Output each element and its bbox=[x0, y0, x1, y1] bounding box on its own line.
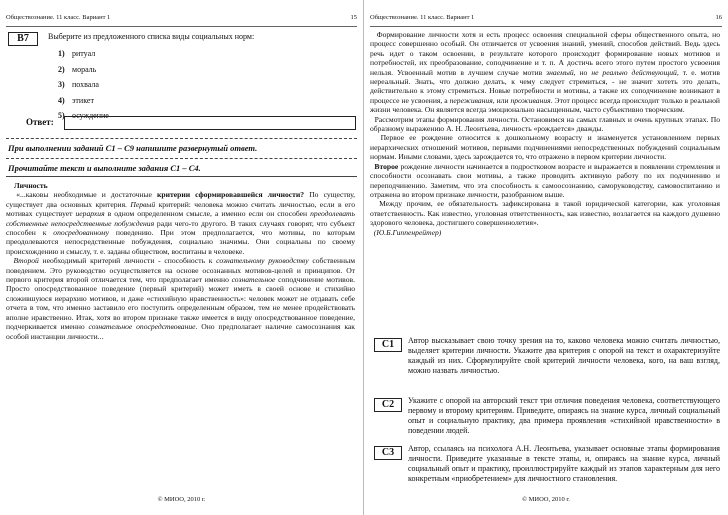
right-header-title: Обществознание. 11 класс. Вариант 1 bbox=[370, 14, 475, 21]
list-item: 1) ритуал bbox=[58, 49, 96, 58]
right-footer: © МИОО, 2010 г. bbox=[522, 496, 570, 503]
paragraph: Формирование личности хотя и есть процесс освоения специальной сферы общественного опыта, но процесс совершенно особый. Он отличается от усвоения знаний, умений, способов действий. Ведь здесь речь идет о таком освоении, в результате которого происходит формирование новых мотивов и потребностей, их преобразование, соподчинение и т. п. А достичь всего этого путем простого усвоения нельзя. Усвоенный мотив в лучшем случае мотив знаемый, но не реально действующий, т. е. мотив нереальный. Знать, что должно делать, к чему следует стремиться, - не значит хотеть это делать, действительно к этому стремиться. Новые потребности и мотивы, а также их соподчинение возникают в процессе не усвоения, а переживания, или проживания. Этот процесс всегда происходит только в реальной жизни человека. Он является всегда эмоционально насыщенным, часто субъективно творческим. bbox=[370, 30, 721, 115]
task-c1-label: C1 bbox=[374, 338, 402, 352]
instruction-read-text: Прочитайте текст и выполните задания С1 – С4. bbox=[8, 163, 201, 173]
list-item: 3) похвала bbox=[58, 80, 99, 89]
task-b7-label: B7 bbox=[8, 32, 38, 46]
source-text bbox=[6, 181, 355, 341]
divider bbox=[6, 138, 357, 139]
source-text-title: Личность bbox=[14, 181, 48, 190]
answer-label: Ответ: bbox=[26, 117, 54, 127]
task-c2-text: Укажите с опорой на авторский текст три отличия поведения человека, соответствующего первому и второму критериям. Приведите, опираясь на знание курса, личный социальный опыт и социальную практику, два примера проявления «стихийной нравственности» в поведении людей. bbox=[408, 396, 720, 435]
task-c3-label: C3 bbox=[374, 446, 402, 460]
answer-field[interactable] bbox=[64, 116, 356, 130]
right-header-rule bbox=[370, 26, 722, 27]
task-b7-question: Выберите из предложенного списка виды социальных норм: bbox=[48, 32, 255, 41]
left-footer: © МИОО, 2010 г. bbox=[157, 496, 206, 503]
paragraph: Второй необходимый критерий личности - способность к сознательному руководству собственным поведением. Это руководство осуществляется на основе осознанных мотивов-целей и принципов. От первого критерия второй отличается тем, что предполагает именно сознательное соподчинение мотивов. Просто опосредствованное поведение (первый критерий) может иметь в своей основе и стихийно сложившуюся иерархию мотивов, и даже «стихийную нравственность»: человек может не отдавать себе отчета в том, что именно заставило его поступить определенным образом, тем не менее продействовать вполне нравственно. Итак, хотя во втором признаке также имеется в виду опосредствованное поведение, подчеркивается именно сознательное опосредствование. Оно предполагает наличие самосознания как особой инстанции личности... bbox=[6, 256, 355, 341]
paragraph: Рассмотрим этапы формирования личности. Остановимся на самых главных и очень крупных этапах. По образному выражению А. Н. Леонтьева, личность «рождается» дважды. bbox=[370, 114, 721, 134]
left-header-title: Обществознание. 11 класс. Вариант 1 bbox=[6, 14, 111, 21]
paragraph: «...каковы необходимые и достаточные критерии сформировавшейся личности? По существу, существует два основных критерия. Первый критерий: человека можно считать личностью, если в его мотивах существует иерархия в одном определенном смысле, а именно если он способен преодолевать собственные непосредственные побуждения ради чего-то другого. В таких случаях говорят, что субъект способен к опосредованному поведению. При этом предполагается, что мотивы, по которым преодолеваются непосредственные побуждения, социально значимы. Они социальны по своему происхождению и смыслу, т. е. заданы обществом, воспитаны в человеке. bbox=[6, 190, 356, 256]
list-item: 2) мораль bbox=[58, 64, 97, 74]
task-c2 bbox=[370, 396, 720, 436]
right-page bbox=[364, 0, 728, 515]
list-item: 5) осуждение bbox=[58, 111, 109, 120]
right-page-number: 16 bbox=[715, 14, 722, 21]
paragraph: Второе рождение личности начинается в подростковом возрасте и выражается в появлении стремления и способности осознавать свои мотивы, а также проводить активную работу по их подчинению и переподчинению. Заметим, что эта способность к самоосознанию, саморуководству, самовоспитанию и отражена во втором признаке личности, разобранном выше. bbox=[370, 161, 721, 199]
task-b7-options bbox=[58, 46, 109, 124]
right-header bbox=[370, 14, 722, 21]
task-c3 bbox=[370, 444, 720, 484]
divider bbox=[6, 176, 357, 177]
source-text-continued bbox=[370, 30, 720, 237]
task-c1 bbox=[370, 336, 720, 376]
task-c1-text: Автор высказывает свою точку зрения на то, каково человека можно считать личностью, выделяет критерии личности. Укажите два критерия с опорой на текст и охарактеризуйте каждый из них. Сформулируйте свой критерий личности человека, кого, на ваш взгляд, можно назвать личностью. bbox=[408, 336, 720, 375]
task-c2-label: C2 bbox=[374, 398, 402, 412]
left-header bbox=[6, 14, 357, 21]
paragraph: Между прочим, ее обязательность зафиксирована в такой юридической категории, как уголовная ответственность. Как известно, уголовная ответственность, как известно, возлагается на каждого душевно здорового человека, достигшего совершеннолетия». bbox=[370, 199, 721, 228]
left-header-rule bbox=[6, 26, 357, 27]
source-author: (Ю.Б.Гиппенрейтер) bbox=[373, 227, 442, 237]
instruction-c1-c9: При выполнении заданий С1 – С9 напишите развернутый ответ. bbox=[8, 143, 258, 153]
task-c3-text: Автор, ссылаясь на психолога А.Н. Леонтьева, указывает основные этапы формирования личности. Приведите указанные в тексте этапы, и, опираясь на знание курса, личный социальный опыт и практику, проиллюстрируйте каждый из этапов характерным для него конкретным «приобретением» для личностного становления. bbox=[408, 444, 720, 483]
left-page-number: 15 bbox=[350, 14, 357, 21]
divider bbox=[6, 158, 357, 159]
paragraph: Первое ее рождение относится к дошкольному возрасту и знаменуется установлением первых иерархических отношений мотивов, первыми подчинениями непосредственных побуждений социальным нормам. Иными словами, здесь зарождается то, что отражено в первом критерии личности. bbox=[370, 133, 720, 162]
list-item: 4) этикет bbox=[58, 95, 94, 105]
